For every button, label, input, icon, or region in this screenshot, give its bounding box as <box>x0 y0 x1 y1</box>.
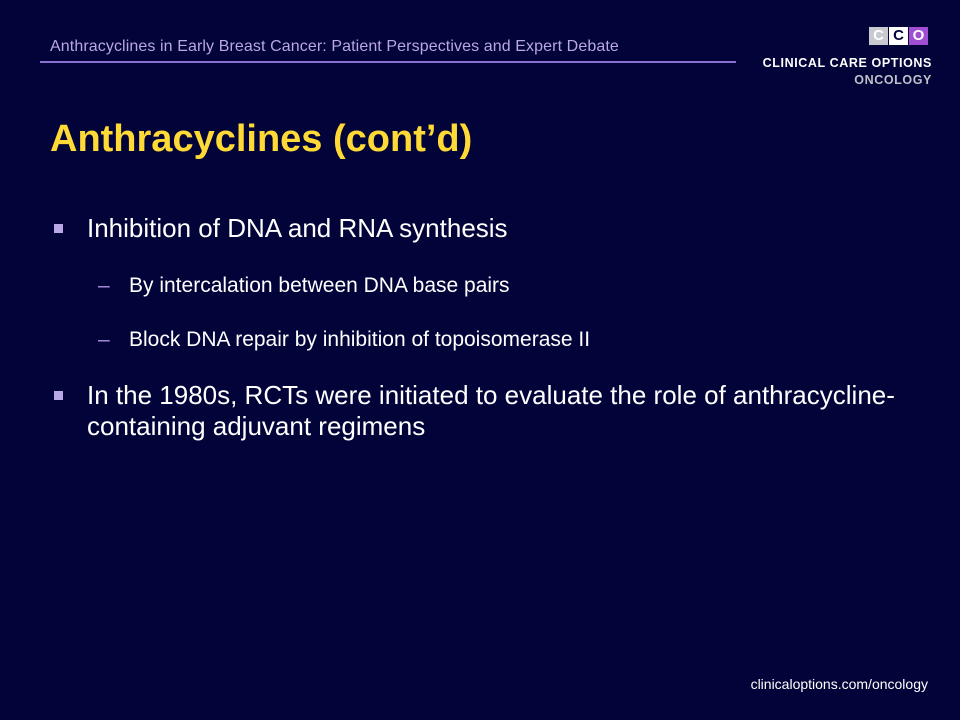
logo-subbrand: ONCOLOGY <box>854 73 932 87</box>
header-divider <box>40 61 736 63</box>
cco-logo <box>762 27 932 93</box>
logo-letter-boxes <box>869 27 929 45</box>
square-bullet-icon <box>54 391 63 400</box>
logo-letter-c1: C <box>869 27 888 45</box>
logo-wordmark: CLINICAL CARE OPTIONS <box>762 56 932 70</box>
footer-url: clinicaloptions.com/oncology <box>750 676 928 692</box>
bullet-text: In the 1980s, RCTs were initiated to evaluate the role of anthracycline-containing adjuvant regimens <box>87 380 895 441</box>
sub-bullet-item <box>98 327 590 353</box>
logo-letter-o: O <box>909 27 928 45</box>
slide-title: Anthracyclines (cont’d) <box>50 118 473 160</box>
sub-bullet-text: Block DNA repair by inhibition of topoisomerase II <box>129 328 591 351</box>
dash-bullet-icon: – <box>98 274 110 297</box>
square-bullet-icon <box>54 224 63 233</box>
bullet-item <box>54 213 907 244</box>
sub-bullet-item <box>98 273 510 299</box>
dash-bullet-icon: – <box>98 328 110 351</box>
bullet-item <box>54 380 907 442</box>
sub-bullet-text: By intercalation between DNA base pairs <box>129 274 510 297</box>
header-title: Anthracyclines in Early Breast Cancer: Patient Perspectives and Expert Debate <box>50 38 619 55</box>
bullet-text: Inhibition of DNA and RNA synthesis <box>87 213 508 243</box>
logo-letter-c2: C <box>889 27 908 45</box>
